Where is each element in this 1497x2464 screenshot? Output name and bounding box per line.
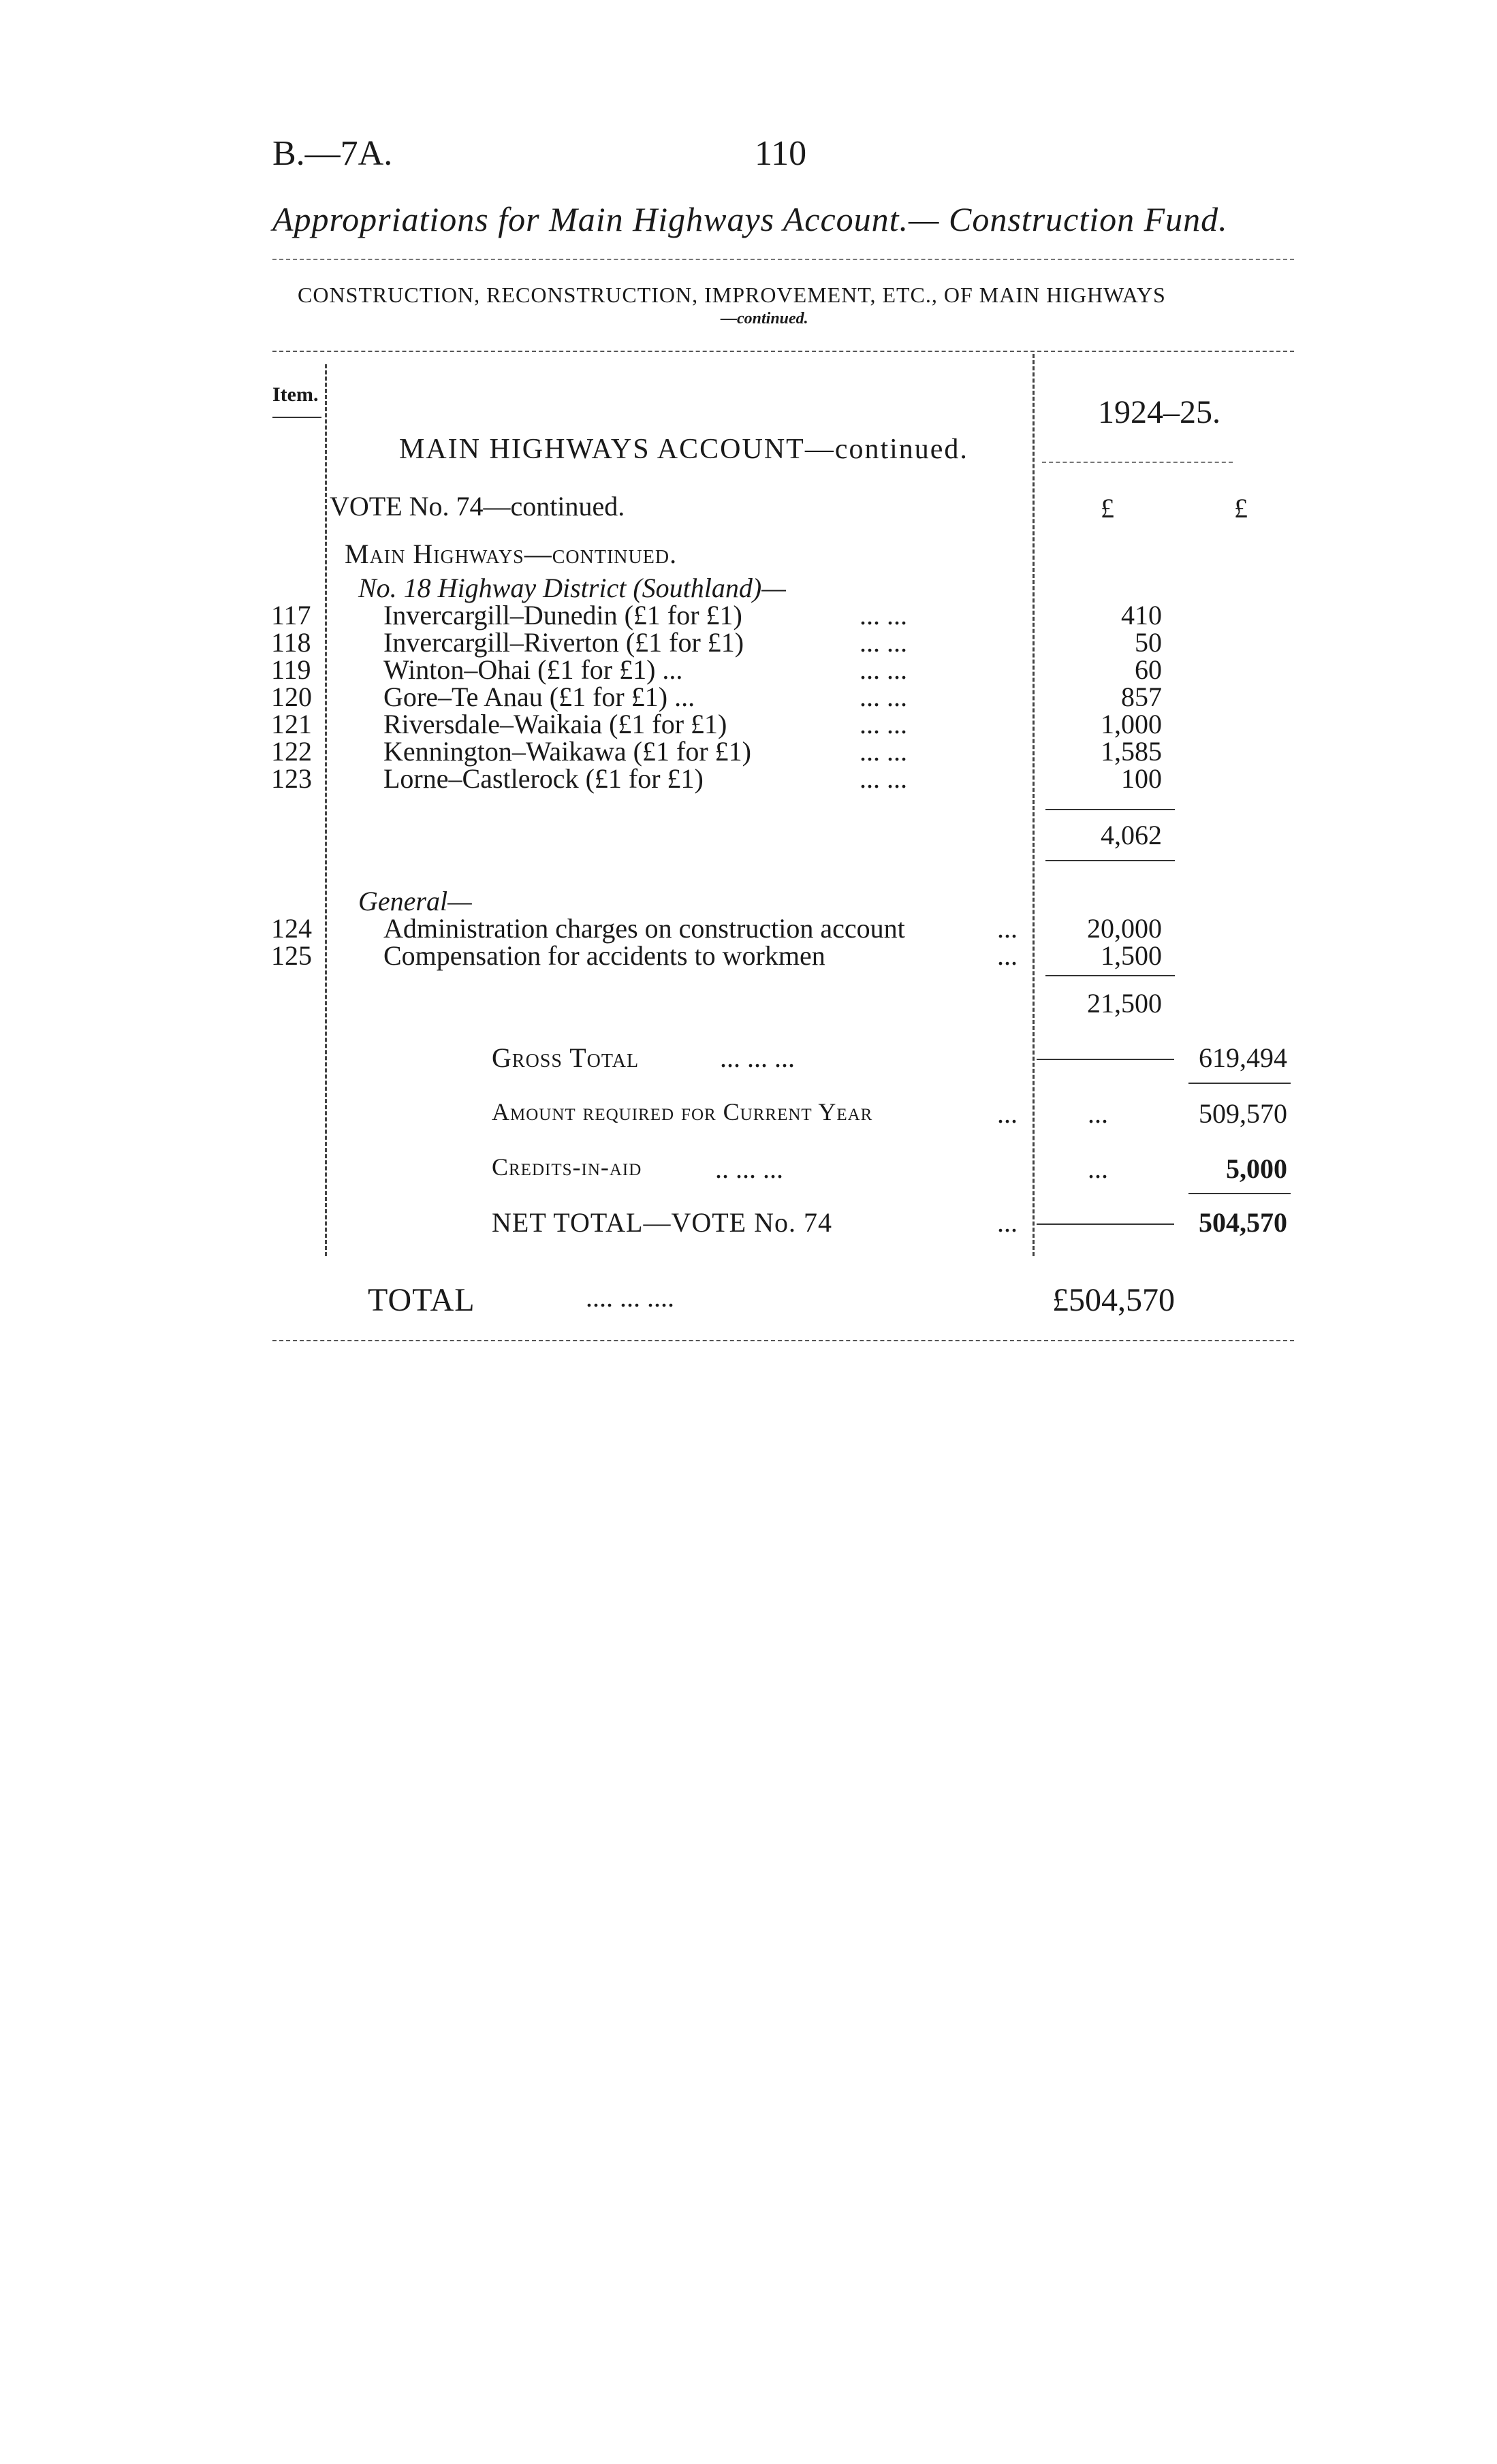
pound-sign-col2: £ — [1234, 493, 1248, 524]
district-subtotal: 4,062 — [1101, 820, 1162, 850]
amount-column-rule — [1033, 354, 1035, 1256]
general-heading: General— — [358, 886, 472, 916]
page-title: Appropriations for Main Highways Account.— Construction Fund. — [272, 200, 1228, 238]
item-description: Administration charges on construction account — [383, 913, 905, 944]
grand-total-dots: .... ... .... — [586, 1282, 674, 1313]
item-number: 117 — [271, 600, 311, 630]
item-number: 122 — [271, 736, 312, 767]
item-description: Lorne–Castlerock (£1 for £1) — [383, 763, 704, 794]
leader-dots: ... ... — [860, 709, 907, 739]
page-number: 110 — [755, 134, 807, 173]
leader-dots: ... ... — [860, 627, 907, 658]
item-amount: 1,500 — [1101, 940, 1162, 971]
district-subtotal-rule-bottom — [1045, 860, 1175, 861]
gross-total-dots: ... ... ... — [720, 1042, 795, 1073]
gross-total-value: 619,494 — [1199, 1042, 1287, 1073]
amount-required-label: Amount required for Current Year — [492, 1098, 873, 1125]
item-amount: 100 — [1121, 763, 1162, 794]
leader-dots: ... ... — [860, 763, 907, 794]
year-header-rule — [1042, 462, 1233, 463]
general-subtotal: 21,500 — [1087, 988, 1162, 1019]
gross-total-rule — [1188, 1083, 1291, 1084]
item-description: Invercargill–Dunedin (£1 for £1) — [383, 600, 742, 630]
net-total-dots: ... — [997, 1207, 1018, 1238]
item-amount: 1,000 — [1101, 709, 1162, 739]
credits-in-aid-label: Credits-in-aid — [492, 1153, 642, 1181]
account-heading — [399, 433, 968, 466]
amount-required-mid-dots: ... — [1088, 1098, 1108, 1129]
credits-in-aid-value: 5,000 — [1226, 1153, 1287, 1184]
year-column-header: 1924–25. — [1098, 394, 1220, 430]
grand-total-label: TOTAL — [368, 1282, 475, 1318]
item-description: Winton–Ohai (£1 for £1) ... — [383, 654, 683, 685]
footer-rule — [272, 1340, 1294, 1341]
net-total-value: 504,570 — [1199, 1207, 1287, 1238]
item-description: Kennington–Waikawa (£1 for £1) — [383, 736, 751, 767]
leader-dots: ... ... — [860, 736, 907, 767]
item-amount: 50 — [1135, 627, 1162, 658]
item-header-rule — [272, 417, 321, 418]
section-subtitle: CONSTRUCTION, RECONSTRUCTION, IMPROVEMENT, ETC., OF MAIN HIGHWAYS — [298, 283, 1166, 307]
item-amount: 410 — [1121, 600, 1162, 630]
net-total-dash — [1037, 1223, 1174, 1225]
item-description: Invercargill–Riverton (£1 for £1) — [383, 627, 744, 658]
item-amount: 60 — [1135, 654, 1162, 685]
district-subtotal-rule — [1045, 809, 1175, 810]
section-subtitle-cont: —continued. — [721, 310, 808, 327]
main-highways-heading: Main Highways—continued. — [345, 539, 678, 569]
title-rule — [272, 259, 1294, 260]
item-number: 118 — [271, 627, 311, 658]
amount-required-dots: ... — [997, 1098, 1018, 1129]
district-heading: No. 18 Highway District (Southland)— — [358, 573, 786, 603]
grand-total-value: £504,570 — [1052, 1282, 1175, 1318]
credits-in-aid-mid-dots: ... — [1088, 1153, 1108, 1184]
gross-total-dash — [1037, 1059, 1174, 1060]
gross-total-label: Gross Total — [492, 1042, 640, 1073]
net-total-label: NET TOTAL—VOTE No. 74 — [492, 1207, 832, 1238]
item-column-header: Item. — [272, 383, 319, 406]
leader-dots: ... ... — [860, 654, 907, 685]
credits-in-aid-dots: .. ... ... — [715, 1153, 783, 1184]
credits-rule — [1188, 1193, 1291, 1194]
general-subtotal-rule — [1045, 975, 1175, 976]
item-amount: 1,585 — [1101, 736, 1162, 767]
leader-dots: ... — [997, 913, 1018, 944]
account-heading-text: MAIN HIGHWAYS ACCOUNT—continued. — [399, 434, 968, 465]
item-amount: 20,000 — [1087, 913, 1162, 944]
item-description: Gore–Te Anau (£1 for £1) ... — [383, 682, 695, 712]
header-rule — [272, 351, 1294, 352]
pound-sign-col1: £ — [1101, 493, 1114, 524]
leader-dots: ... ... — [860, 682, 907, 712]
leader-dots: ... — [997, 940, 1018, 971]
item-number: 120 — [271, 682, 312, 712]
item-amount: 857 — [1121, 682, 1162, 712]
vote-heading: VOTE No. 74—continued. — [330, 491, 625, 522]
document-ref: B.—7A. — [272, 134, 393, 173]
item-description: Riversdale–Waikaia (£1 for £1) — [383, 709, 727, 739]
leader-dots: ... ... — [860, 600, 907, 630]
item-number: 121 — [271, 709, 312, 739]
item-number: 123 — [271, 763, 312, 794]
item-number: 119 — [271, 654, 311, 685]
item-column-rule — [325, 364, 327, 1256]
item-number: 125 — [271, 940, 312, 971]
item-description: Compensation for accidents to workmen — [383, 940, 825, 971]
item-number: 124 — [271, 913, 312, 944]
amount-required-value: 509,570 — [1199, 1098, 1287, 1129]
